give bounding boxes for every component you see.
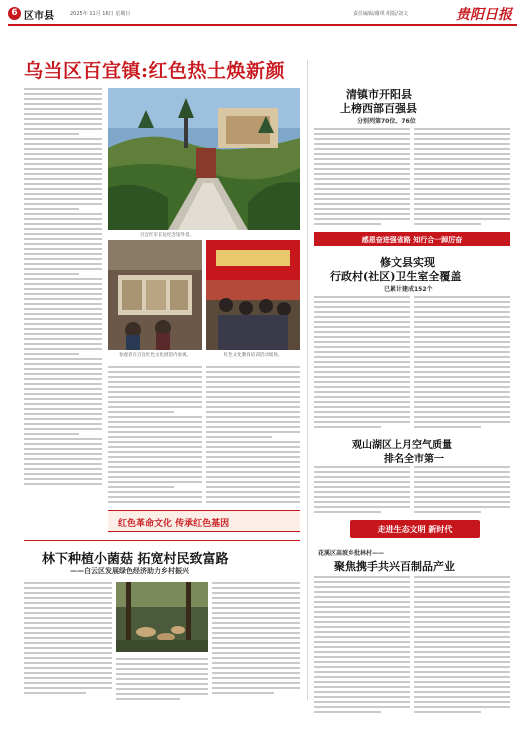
side-story-1-body-a: [314, 128, 410, 228]
main-story-column-1: [24, 88, 102, 488]
training-photo: [206, 240, 300, 350]
page-number-badge: 6: [8, 7, 21, 20]
main-photo: [108, 88, 300, 230]
side-story-4-body-a: [314, 576, 410, 716]
side-banner-1-text: 感恩奋进强省路 知行合一踔厉奋: [361, 236, 463, 244]
issue-date: 2025年 11月 16日 星期日: [70, 11, 131, 17]
side-story-4-title: 聚焦携手共兴百制品产业: [334, 560, 455, 573]
memorial-landscape-image: [108, 88, 300, 230]
side-story-4-body-b: [414, 576, 510, 716]
banner-text: 红色革命文化 传承红色基因: [118, 519, 230, 529]
side-story-3-body-a: [314, 466, 410, 516]
side-story-2-body-b: [414, 296, 510, 431]
newspaper-logo: 贵阳日报: [456, 7, 512, 23]
training-event-image: [206, 240, 300, 350]
section-name: 区市县: [24, 11, 54, 22]
side-story-1-body-b: [414, 128, 510, 228]
mushroom-photo: [116, 582, 208, 652]
main-story-column-3: [206, 366, 300, 506]
training-photo-caption: 红色文化教育培训活动现场。: [223, 353, 283, 358]
side-story-3-body-b: [414, 466, 510, 516]
side-story-1-subtitle: 分别列第70位、76位: [357, 118, 416, 125]
exhibit-photo: [108, 240, 202, 350]
main-story-column-2: [108, 366, 202, 506]
side-banner-2-text: 走进生态文明 新时代: [377, 525, 453, 534]
bottom-story-rule: [24, 540, 300, 541]
side-banner-1: [314, 232, 510, 246]
side-story-2-title-2: 行政村(社区)卫生室全覆盖: [330, 270, 462, 283]
exhibit-hall-image: [108, 240, 202, 350]
side-story-4-kicker: 花溪区高坡乡批林村——: [318, 550, 385, 557]
bottom-story-body-b: [116, 658, 208, 703]
bottom-story-body-c: [212, 582, 300, 697]
side-story-2-title-1: 修文县实现: [380, 256, 435, 269]
side-banner-2: [350, 520, 480, 538]
exhibit-photo-caption: 参观者在百宜红色文化展馆内参观。: [119, 353, 191, 358]
side-story-3-title-2: 排名全市第一: [384, 454, 444, 465]
bottom-story-title: 林下种植小菌菇 拓宽村民致富路: [42, 552, 229, 567]
mushroom-forest-image: [116, 582, 208, 652]
main-photo-caption: 百宜红军长征纪念馆外景。: [140, 233, 194, 238]
bottom-story-subtitle: ——白云区发展绿色经济助力乡村振兴: [70, 567, 189, 575]
editor-credit: 责任编辑/谢琪 组版/刘文: [353, 11, 408, 17]
side-story-1-title-1: 清镇市开阳县: [346, 88, 412, 101]
header-rule: [8, 24, 517, 26]
side-story-1-title-2: 上榜西部百强县: [340, 102, 417, 115]
column-divider: [307, 60, 308, 700]
red-culture-banner: [108, 510, 300, 532]
main-headline: 乌当区百宜镇:红色热土焕新颜: [24, 60, 286, 82]
side-story-2-subtitle: 已累计建成152个: [384, 286, 433, 293]
bottom-story-body-a: [24, 582, 112, 697]
side-story-3-title-1: 观山湖区上月空气质量: [352, 440, 452, 451]
page-header: [8, 6, 517, 22]
side-story-2-body-a: [314, 296, 410, 431]
